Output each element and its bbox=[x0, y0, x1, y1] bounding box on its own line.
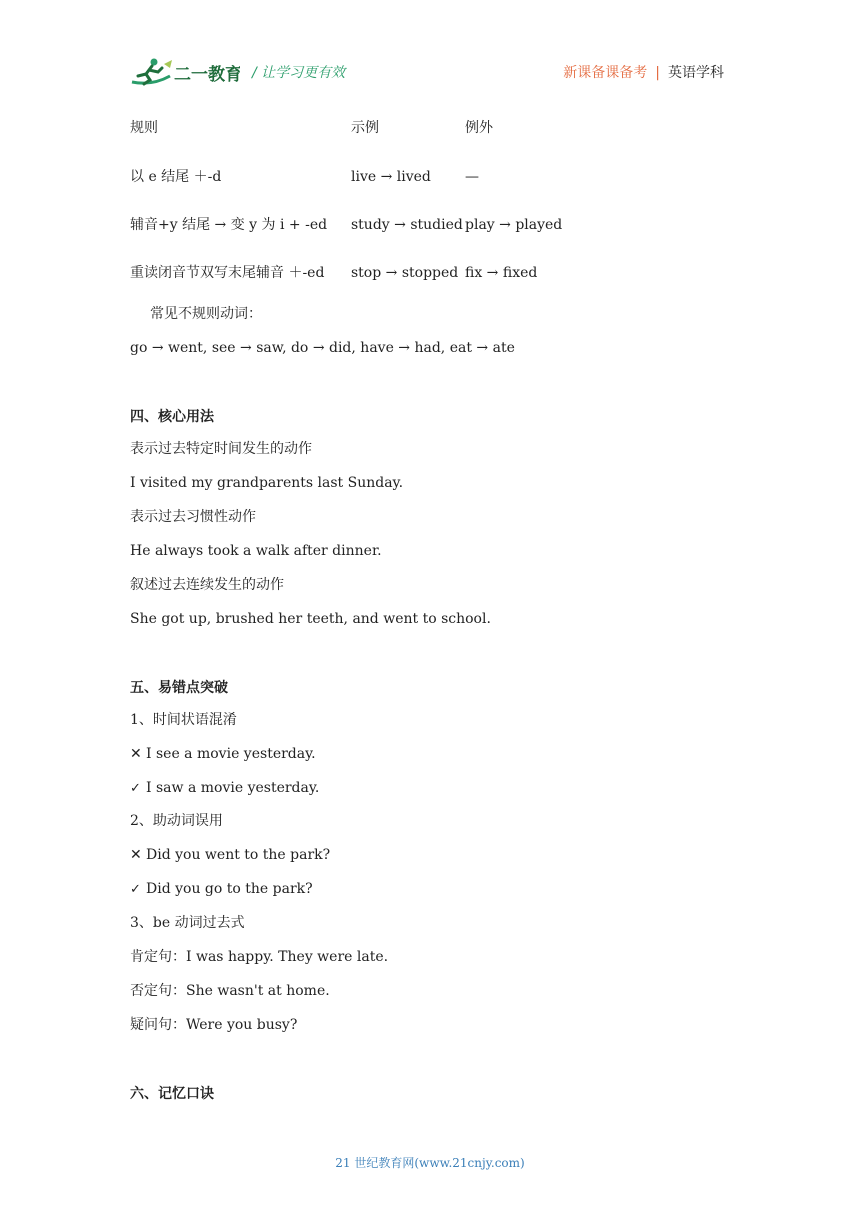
table-cell-example: stop → stopped bbox=[351, 265, 459, 281]
section-title: 四、核心用法 bbox=[130, 409, 214, 425]
table-cell-exception: play → played bbox=[465, 217, 563, 233]
runner-logo-icon bbox=[130, 56, 240, 88]
table-cell-example: live → lived bbox=[351, 169, 431, 185]
be-example: 肯定句：I was happy. They were late. bbox=[130, 949, 389, 965]
wrong-example bbox=[130, 745, 316, 763]
wrong-sentence: Did you went to the park? bbox=[146, 847, 331, 863]
page-footer: 21 世纪教育网(www.21cnjy.com) bbox=[335, 1156, 525, 1170]
check-icon: ✓ bbox=[130, 781, 141, 796]
right-example bbox=[130, 880, 313, 899]
table-cell-rule: 辅音+y 结尾 → 变 y 为 i + -ed bbox=[130, 217, 328, 233]
be-example: 否定句：She wasn't at home. bbox=[130, 983, 330, 999]
table-cell-rule: 以 e 结尾 ＋-d bbox=[130, 169, 222, 185]
table-cell-exception: fix → fixed bbox=[465, 265, 538, 281]
wrong-sentence: I see a movie yesterday. bbox=[146, 746, 316, 762]
usage-example: He always took a walk after dinner. bbox=[130, 543, 382, 559]
section-title: 六、记忆口诀 bbox=[130, 1086, 214, 1102]
brand-logo bbox=[130, 56, 240, 88]
pitfall-title: 3、be 动词过去式 bbox=[130, 915, 245, 931]
cross-icon: ✕ bbox=[130, 746, 142, 762]
table-cell-rule: 重读闭音节双写末尾辅音 ＋-ed bbox=[130, 265, 325, 281]
usage-item: 表示过去习惯性动作 bbox=[130, 509, 256, 525]
usage-item: 叙述过去连续发生的动作 bbox=[130, 577, 284, 593]
cross-icon: ✕ bbox=[130, 847, 142, 863]
header-slogan: / 让学习更有效 bbox=[252, 65, 346, 81]
table-cell-exception: — bbox=[465, 169, 479, 185]
usage-item: 表示过去特定时间发生的动作 bbox=[130, 441, 312, 457]
table-header-rule: 规则 bbox=[130, 120, 158, 136]
header-course-label: 新课备课备考 bbox=[563, 65, 648, 81]
irregular-list: go → went, see → saw, do → did, have → had, eat → ate bbox=[130, 340, 515, 356]
header-subject bbox=[563, 62, 724, 82]
check-icon: ✓ bbox=[130, 882, 141, 897]
table-header-exception: 例外 bbox=[465, 120, 493, 136]
right-sentence: I saw a movie yesterday. bbox=[146, 780, 320, 796]
section-title: 五、易错点突破 bbox=[130, 680, 228, 696]
header-subject-label: 英语学科 bbox=[668, 65, 724, 81]
irregular-label: 常见不规则动词： bbox=[150, 306, 262, 322]
pitfall-title: 2、助动词误用 bbox=[130, 813, 223, 829]
table-header-example: 示例 bbox=[351, 120, 379, 136]
usage-example: I visited my grandparents last Sunday. bbox=[130, 475, 404, 491]
wrong-example bbox=[130, 846, 330, 864]
right-example bbox=[130, 779, 319, 798]
usage-example: She got up, brushed her teeth, and went to school. bbox=[130, 611, 491, 627]
right-sentence: Did you go to the park? bbox=[146, 881, 313, 897]
logo-text: 二一教育 bbox=[174, 65, 240, 85]
be-example: 疑问句：Were you busy? bbox=[130, 1017, 298, 1033]
header-separator: | bbox=[655, 65, 660, 81]
pitfall-title: 1、时间状语混淆 bbox=[130, 712, 237, 728]
table-cell-example: study → studied bbox=[351, 217, 463, 233]
